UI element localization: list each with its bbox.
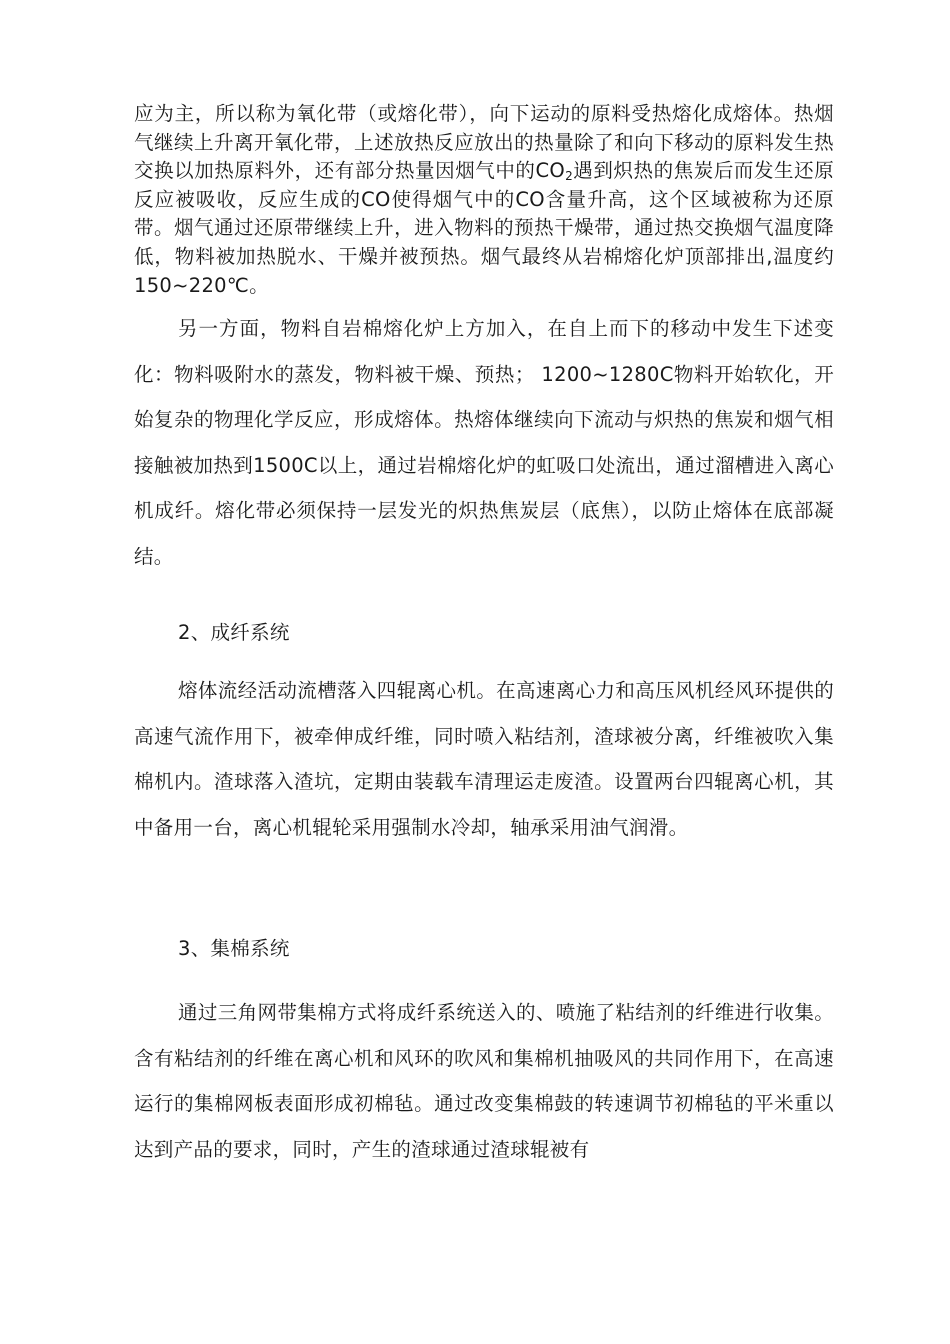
paragraph-fiber-forming: 熔体流经活动流槽落入四辊离心机。在高速离心力和高压风机经风环提供的高速气流作用下，被牵伸成纤维，同时喷入粘结剂，渣球被分离，纤维被吹入集棉机内。渣球落入渣坑，定期由装载车清理运走废渣。设置两台四辊离心机，其中备用一台，离心机辊轮采用强制水冷却，轴承采用油气润滑。 xyxy=(134,679,834,839)
heading-fiber-forming-system: 2、成纤系统 xyxy=(178,621,290,644)
paragraph-cotton-collection: 通过三角网带集棉方式将成纤系统送入的、喷施了粘结剂的纤维进行收集。含有粘结剂的纤维在离心机和风环的吹风和集棉机抽吸风的共同作用下，在高速运行的集棉网板表面形成初棉毡。通过改变集棉鼓的转速调节初棉毡的平米重以达到产品的要求，同时，产生的渣球通过渣球辊被有 xyxy=(134,1001,834,1161)
paragraph-material-changes: 另一方面，物料自岩棉熔化炉上方加入，在自上而下的移动中发生下述变化：物料吸附水的蒸发，物料被干燥、预热； 1200~1280C物料开始软化，开始复杂的物理化学反应，形成熔体。热熔体继续向下流动与炽热的焦炭和烟气相接触被加热到1500C以上，通过岩棉熔化炉的虹吸口处流出，通过溜槽进入离心机成纤。熔化带必须保持一层发光的炽热焦炭层（底焦），以防止熔体在底部凝结。 xyxy=(134,317,834,568)
oxidation-text-part1: 应为主，所以称为氧化带（或熔化带），向下运动的原料受热熔化成熔体。热烟气继续上升离开氧化带，上述放热反应放出的热量除了和向下移动的原料发生热交换以加热原料外，还有部分热量因烟气中的CO xyxy=(134,102,834,183)
heading-cotton-collection-system: 3、集棉系统 xyxy=(178,937,290,960)
co2-subscript: 2 xyxy=(565,169,574,184)
oxidation-text-part2: 遇到炽热的焦炭后而发生还原反应被吸收，反应生成的CO使得烟气中的CO含量升高，这个区域被称为还原带。烟气通过还原带继续上升，进入物料的预热干燥带，通过热交换烟气温度降低，物料被加热脱水、干燥并被预热。烟气最终从岩棉熔化炉顶部排出,温度约150~220℃。 xyxy=(134,159,834,297)
paragraph-oxidation-zone xyxy=(134,100,834,300)
